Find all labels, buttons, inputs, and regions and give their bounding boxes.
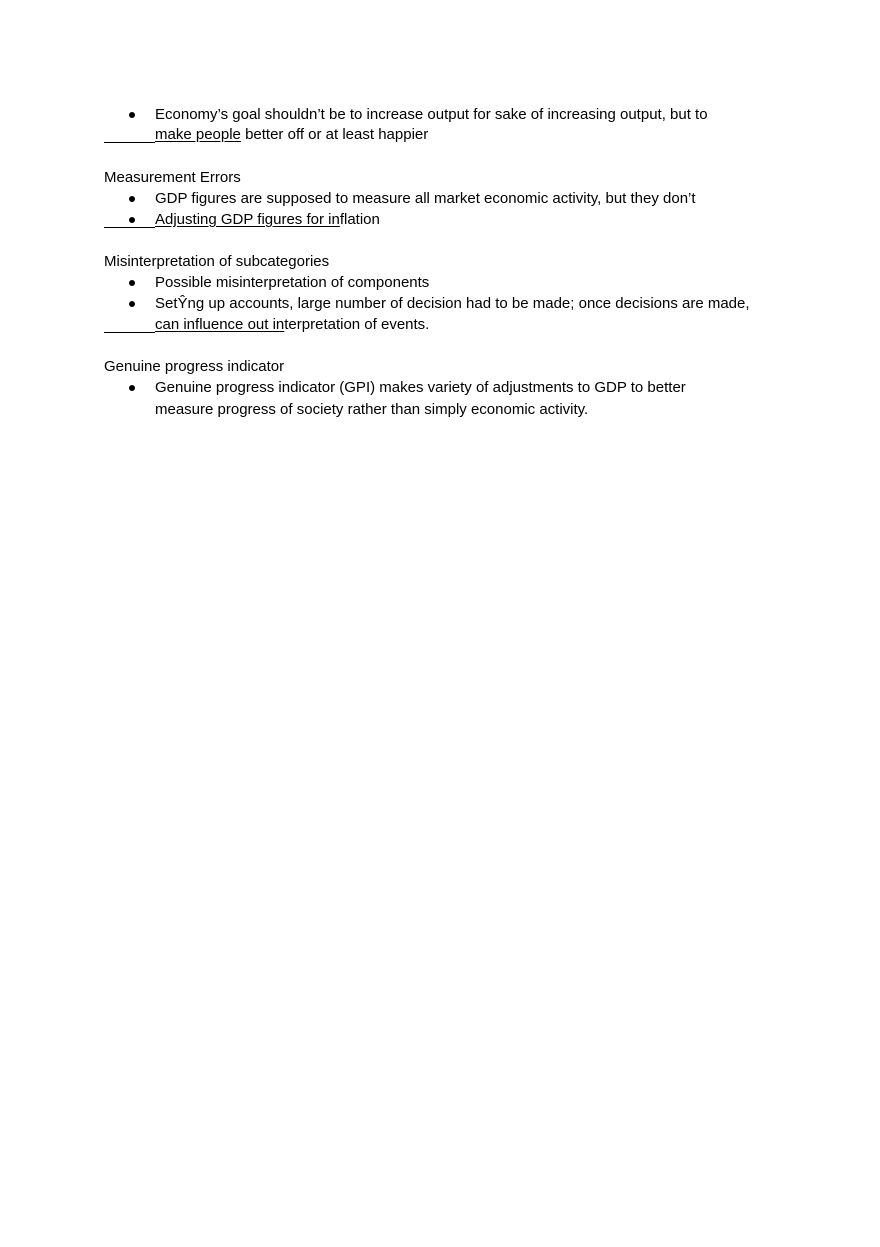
bullet-marker <box>129 385 135 391</box>
bullet-marker <box>129 301 135 307</box>
bullet-marker <box>129 217 135 223</box>
s3-bullet2-indent-rule <box>104 332 155 333</box>
s4-bullet1-line2: measure progress of society rather than simply economic activity. <box>155 401 589 418</box>
s1-bullet1-line2-rest: better off or at least happier <box>240 126 429 143</box>
s1-bullet1-line2-underlined: make people <box>155 126 241 143</box>
s1-bullet1-indent-rule <box>104 142 155 143</box>
s3-bullet2-line2 <box>155 315 429 335</box>
s3-bullet2-line2-rest: terpretation of events. <box>284 316 430 333</box>
bullet-marker <box>129 196 135 202</box>
s2-bullet2 <box>155 210 380 230</box>
s3-bullet1: Possible misinterpretation of components <box>155 274 430 291</box>
s2-bullet2-indent-rule <box>104 227 155 228</box>
s2-bullet2-underlined: Adjusting GDP figures for in <box>155 211 340 228</box>
s3-bullet2-line2-underlined: can influence out in <box>155 316 285 333</box>
s2-heading: Measurement Errors <box>104 169 241 186</box>
s2-bullet1: GDP figures are supposed to measure all market economic activity, but they don’t <box>155 190 696 207</box>
s1-bullet1-line2 <box>155 125 428 145</box>
bullet-marker <box>129 280 135 286</box>
s2-bullet2-rest: flation <box>339 211 380 228</box>
bullet-marker <box>129 112 135 118</box>
s4-heading: Genuine progress indicator <box>104 358 285 375</box>
s4-bullet1-line1: Genuine progress indicator (GPI) makes variety of adjustments to GDP to better <box>155 379 686 396</box>
s1-bullet1-line1: Economy’s goal shouldn’t be to increase output for sake of increasing output, but to <box>155 106 708 123</box>
s3-bullet2-line1: SetŶng up accounts, large number of decision had to be made; once decisions are made, <box>155 295 750 312</box>
s3-heading: Misinterpretation of subcategories <box>104 253 330 270</box>
